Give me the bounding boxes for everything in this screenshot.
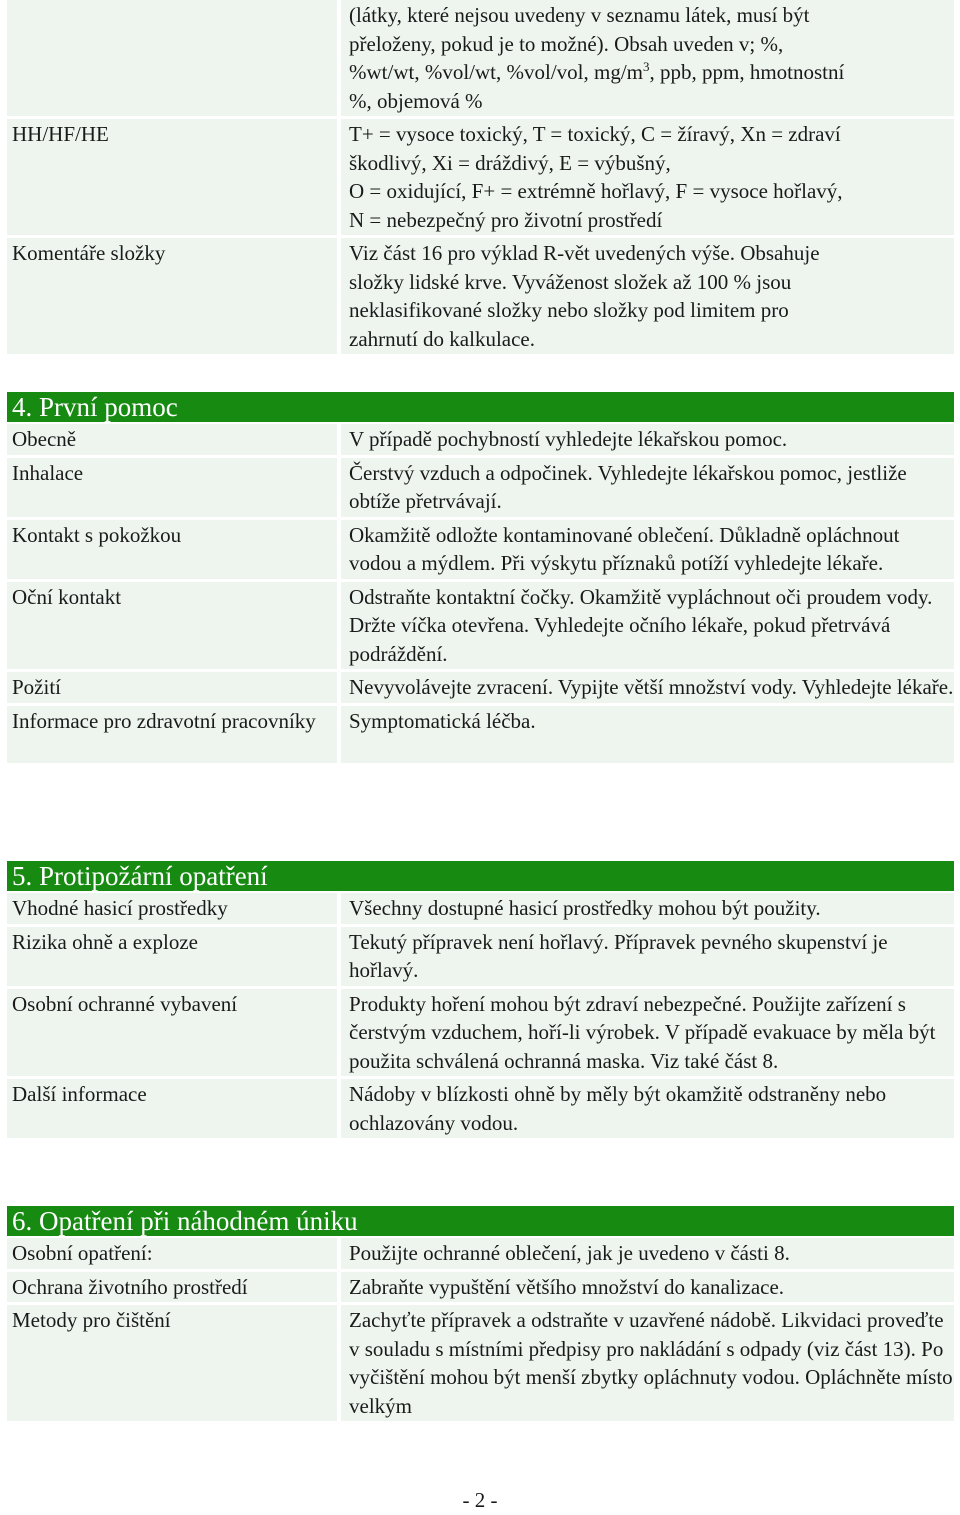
- table-row: [7, 672, 954, 703]
- value-line: složky lidské krve. Vyváženost složek až 100 % jsou: [349, 269, 792, 294]
- section-first-aid: [7, 392, 954, 763]
- row-label: Další informace: [7, 1079, 337, 1138]
- row-value: Odstraňte kontaktní čočky. Okamžitě vypláchnout oči proudem vody. Držte víčka otevřena. Vyhledejte očního lékaře, pokud přetrvává podráždění.: [341, 582, 954, 670]
- row-label: [7, 0, 337, 116]
- table-row: [7, 989, 954, 1077]
- table-row: [7, 1238, 954, 1269]
- row-label: Vhodné hasicí prostředky: [7, 893, 337, 924]
- row-label: Rizika ohně a exploze: [7, 927, 337, 986]
- table-row: [7, 582, 954, 670]
- section-accidental-release: [7, 1206, 954, 1421]
- row-value: Nevyvolávejte zvracení. Vypijte větší množství vody. Vyhledejte lékaře.: [341, 672, 954, 703]
- table-row: [7, 1079, 954, 1138]
- row-label: Komentáře složky: [7, 238, 337, 354]
- section-fire-fighting: [7, 861, 954, 1138]
- section-heading: 6. Opatření při náhodném úniku: [7, 1206, 954, 1236]
- table-row: [7, 0, 954, 116]
- row-label: Ochrana životního prostředí: [7, 1272, 337, 1303]
- row-value: Tekutý přípravek není hořlavý. Přípravek pevného skupenství je hořlavý.: [341, 927, 954, 986]
- table-row: [7, 893, 954, 924]
- composition-continuation: [7, 0, 954, 354]
- row-value: Zachyťte přípravek a odstraňte v uzavřené nádobě. Likvidaci proveďte v souladu s místními předpisy pro nakládání s odpady (viz část 13). Po vyčištění mohou být menší zbytky opláchnuty vodou. Opláchněte místo velkým: [341, 1305, 954, 1421]
- table-row: [7, 520, 954, 579]
- table-row: [7, 458, 954, 517]
- row-value: Okamžitě odložte kontaminované oblečení. Důkladně opláchnout vodou a mýdlem. Při výskytu příznaků potíží vyhledejte lékaře.: [341, 520, 954, 579]
- value-line: (látky, které nejsou uvedeny v seznamu látek, musí být: [349, 3, 810, 27]
- table-row: [7, 424, 954, 455]
- value-line: T+ = vysoce toxický, T = toxický, C = žíravý, Xn = zdraví: [349, 122, 841, 146]
- table-row: [7, 238, 954, 354]
- row-label: Inhalace: [7, 458, 337, 517]
- value-line: N = nebezpečný pro životní prostředí: [349, 207, 663, 232]
- row-label: HH/HF/HE: [7, 119, 337, 235]
- row-value: [341, 0, 954, 116]
- row-label: Osobní opatření:: [7, 1238, 337, 1269]
- row-value: Symptomatická léčba.: [341, 706, 954, 763]
- value-line: Viz část 16 pro výklad R-vět uvedených výše. Obsahuje: [349, 241, 820, 265]
- section-heading: 4. První pomoc: [7, 392, 954, 422]
- row-label: Kontakt s pokožkou: [7, 520, 337, 579]
- table-row: [7, 1272, 954, 1303]
- row-value: Nádoby v blízkosti ohně by měly být okamžitě odstraněny nebo ochlazovány vodou.: [341, 1079, 954, 1138]
- row-value: Zabraňte vypuštění většího množství do kanalizace.: [341, 1272, 954, 1303]
- row-label: Osobní ochranné vybavení: [7, 989, 337, 1077]
- table-row: [7, 1305, 954, 1421]
- table-row: [7, 706, 954, 763]
- table-row: [7, 119, 954, 235]
- value-line: O = oxidující, F+ = extrémně hořlavý, F = vysoce hořlavý,: [349, 179, 843, 203]
- value-line: neklasifikované složky nebo složky pod limitem pro: [349, 298, 789, 322]
- row-value: Produkty hoření mohou být zdraví nebezpečné. Použijte zařízení s čerstvým vzduchem, hoří-li výrobek. V případě evakuace by měla být použita schválená ochranná maska. Viz také část 8.: [341, 989, 954, 1077]
- table-row: [7, 927, 954, 986]
- row-value: [341, 119, 954, 235]
- value-line: škodlivý, Xi = dráždivý, E = výbušný,: [349, 150, 671, 175]
- row-label: Obecně: [7, 424, 337, 455]
- row-value: Všechny dostupné hasicí prostředky mohou být použity.: [341, 893, 954, 924]
- section-heading: 5. Protipožární opatření: [7, 861, 954, 891]
- row-label: Metody pro čištění: [7, 1305, 337, 1421]
- row-value: [341, 238, 954, 354]
- row-label: Oční kontakt: [7, 582, 337, 670]
- row-value: Použijte ochranné oblečení, jak je uvedeno v části 8.: [341, 1238, 954, 1269]
- row-value: Čerstvý vzduch a odpočinek. Vyhledejte lékařskou pomoc, jestliže obtíže přetrvávají.: [341, 458, 954, 517]
- value-line: %, objemová %: [349, 88, 483, 113]
- value-line: %wt/wt, %vol/wt, %vol/vol, $mg/m^3$, ppb, ppm, hmotnostní: [349, 59, 845, 84]
- row-value: V případě pochybností vyhledejte lékařskou pomoc.: [341, 424, 954, 455]
- page-number: - 2 -: [462, 1488, 498, 1512]
- row-label: Informace pro zdravotní pracovníky: [7, 706, 337, 763]
- row-label: Požití: [7, 672, 337, 703]
- value-line: přeloženy, pokud je to možné). Obsah uveden v; %,: [349, 31, 784, 56]
- value-line: zahrnutí do kalkulace.: [349, 326, 536, 351]
